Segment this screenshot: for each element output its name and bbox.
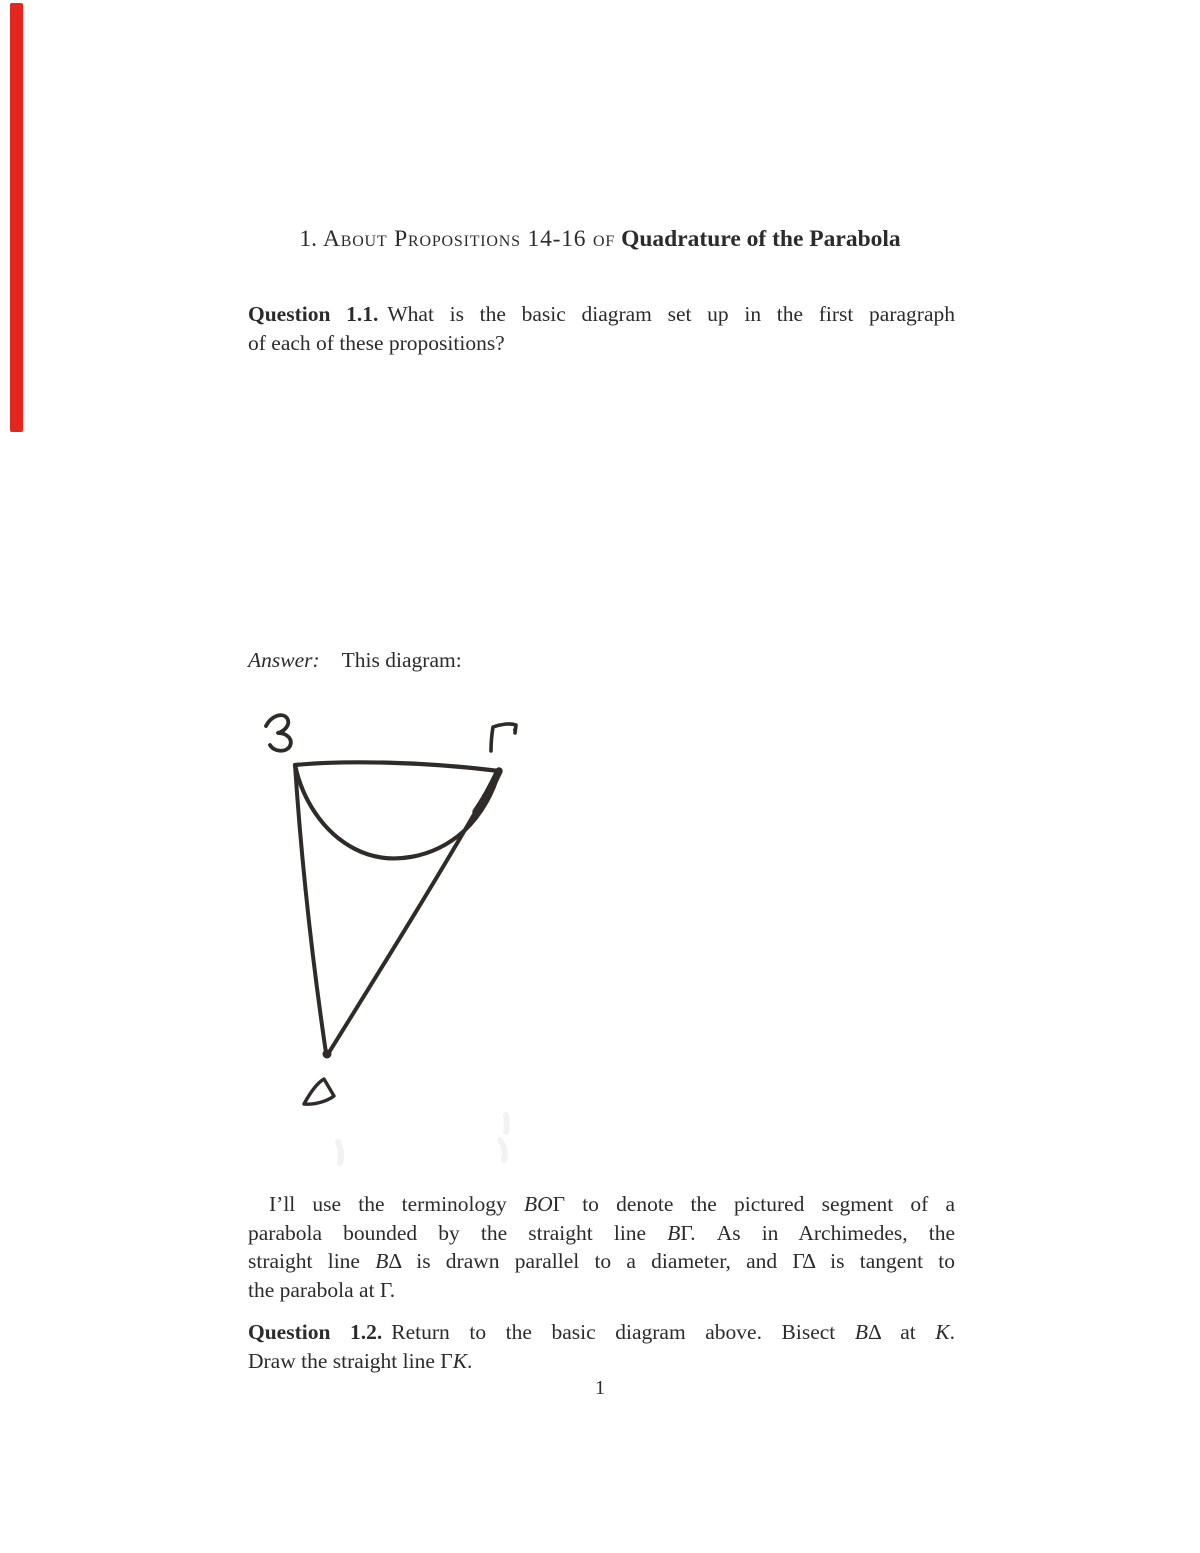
label-delta — [304, 1079, 334, 1104]
text-run: straight line — [248, 1249, 376, 1273]
section-title — [0, 226, 1200, 253]
page-number: 1 — [595, 1377, 605, 1399]
section-number: 1. — [299, 226, 317, 252]
math-term: Δ — [388, 1249, 401, 1273]
paragraph-line — [248, 1247, 955, 1276]
question-1-2-line-2 — [248, 1347, 955, 1376]
text-run: is tangent to — [814, 1249, 955, 1273]
edge-gamma-delta — [328, 771, 499, 1054]
answer-label: Answer: — [248, 648, 320, 672]
math-term: Γ — [440, 1349, 453, 1373]
terminology-paragraph — [248, 1190, 955, 1304]
label-gamma — [491, 724, 517, 751]
math-term: K — [452, 1349, 468, 1373]
scan-edge-mark — [10, 3, 23, 432]
question-1-1-text: What is the basic diagram set up in the first paragraph — [387, 302, 955, 326]
math-term: Δ — [867, 1320, 881, 1344]
text-run: I’ll use the terminology — [269, 1192, 524, 1216]
text-run: Draw the straight line — [248, 1349, 441, 1373]
math-term: Γ — [680, 1220, 691, 1245]
text-run: . As in Archimedes, the — [690, 1220, 955, 1245]
text-run: the parabola at — [248, 1277, 380, 1302]
math-term: Γ — [379, 1277, 390, 1302]
math-term: BO — [523, 1192, 553, 1216]
question-1-2-line-1 — [248, 1318, 955, 1347]
math-term: Γ — [552, 1192, 566, 1216]
question-1-1-line-2: of each of these propositions? — [248, 331, 505, 355]
text-run: . — [389, 1277, 396, 1302]
text-run: . — [467, 1349, 473, 1373]
math-term: B — [375, 1249, 389, 1273]
section-title-work: Quadrature of the Parabola — [621, 226, 901, 252]
parabola-diagram — [238, 690, 568, 1170]
paragraph-line — [248, 1190, 955, 1219]
answer-text: This diagram: — [341, 648, 462, 672]
math-term: B — [854, 1320, 868, 1344]
text-run: Return to the basic diagram above. Bisect — [391, 1320, 855, 1344]
apex-dot — [323, 1050, 332, 1059]
paragraph-line — [248, 1219, 955, 1248]
label-b — [266, 715, 291, 751]
paragraph-line — [248, 1276, 955, 1305]
math-term: B — [667, 1220, 681, 1245]
text-run: is drawn parallel to a diameter, and — [400, 1249, 793, 1273]
question-1-2-label: Question 1.2. — [248, 1320, 383, 1344]
parabola-arc — [295, 765, 499, 858]
math-term: K — [935, 1320, 950, 1344]
text-run: . — [949, 1320, 956, 1344]
answer-line — [248, 648, 462, 673]
question-1-1-line-1 — [248, 300, 955, 329]
text-run: parabola bounded by the straight line — [248, 1220, 668, 1245]
section-title-smallcaps: About Propositions 14-16 of — [322, 226, 616, 252]
question-1-1-label: Question 1.1. — [248, 302, 379, 326]
edge-b-gamma — [295, 762, 499, 771]
question-1-2 — [248, 1318, 955, 1376]
question-1-1 — [248, 300, 955, 358]
bleed-marks — [338, 1115, 507, 1163]
text-run: at — [880, 1320, 936, 1344]
text-run: to denote the pictured segment of a — [565, 1192, 956, 1216]
math-term: ΓΔ — [792, 1249, 815, 1273]
